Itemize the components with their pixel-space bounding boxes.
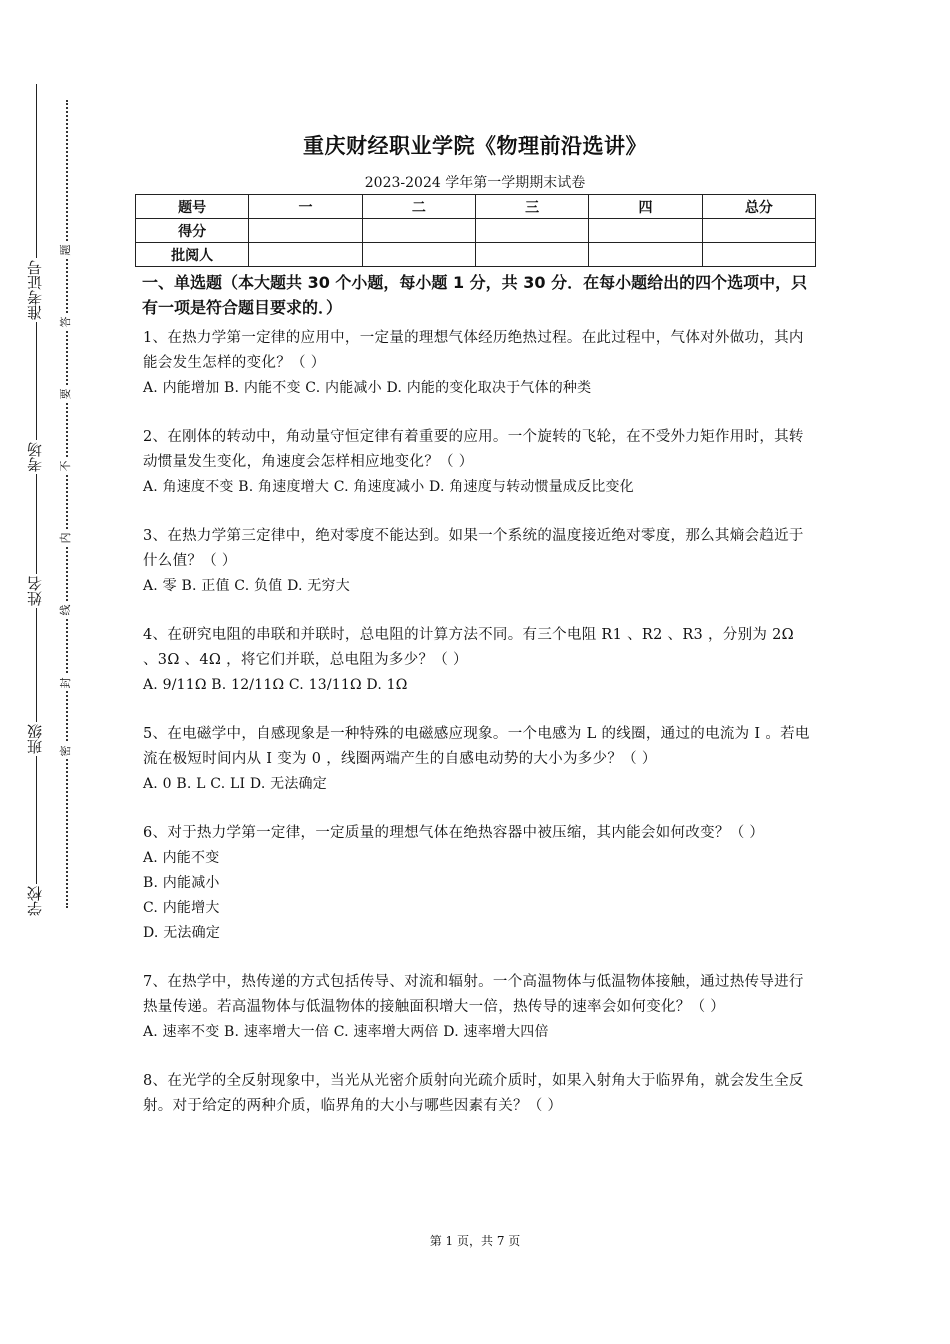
question-options: A. 内能增加 B. 内能不变 C. 内能减小 D. 内能的变化取决于气体的种类 xyxy=(143,380,592,396)
seal-char: 题 xyxy=(59,242,73,258)
question-7 xyxy=(143,970,813,1045)
seal-dotted-line xyxy=(66,100,68,908)
question-6 xyxy=(143,821,813,946)
question-option-c: C. 内能增大 xyxy=(143,900,220,916)
seal-char: 内 xyxy=(59,530,73,546)
score-cell[interactable] xyxy=(702,219,815,243)
reviewer-cell[interactable] xyxy=(702,243,815,267)
question-text: 8、在光学的全反射现象中，当光从光密介质射向光疏介质时，如果入射角大于临界角，就会发生全反射。对于给定的两种介质，临界角的大小与哪些因素有关？（ ） xyxy=(143,1073,804,1114)
seal-char: 密 xyxy=(59,743,73,759)
score-cell[interactable] xyxy=(589,219,702,243)
question-option-b: B. 内能减小 xyxy=(143,875,220,891)
score-header-cell: 四 xyxy=(589,195,702,219)
seal-char: 要 xyxy=(59,386,73,402)
question-text: 7、在热学中，热传递的方式包括传导、对流和辐射。一个高温物体与低温物体接触，通过热传导进行热量传递。若高温物体与低温物体的接触面积增大一倍，热传导的速率会如何变化？（ ） xyxy=(143,974,804,1015)
section-title: 一、单选题（本大题共 30 个小题，每小题 1 分，共 30 分．在每小题给出的四个选项中，只有一项是符合题目要求的．） xyxy=(142,273,808,317)
question-3 xyxy=(143,524,813,599)
reviewer-cell[interactable] xyxy=(249,243,362,267)
question-2 xyxy=(143,425,813,500)
seal-char: 不 xyxy=(59,458,73,474)
margin-field-name: 姓名 xyxy=(22,574,48,608)
reviewer-row xyxy=(136,243,816,267)
reviewer-cell[interactable] xyxy=(362,243,475,267)
score-cell[interactable] xyxy=(475,219,588,243)
question-option-a: A. 内能不变 xyxy=(143,850,220,866)
score-header-cell: 题号 xyxy=(136,195,249,219)
score-table-header-row xyxy=(136,195,816,219)
score-cell[interactable] xyxy=(362,219,475,243)
seal-char: 答 xyxy=(59,314,73,330)
question-4 xyxy=(143,623,813,698)
question-text: 6、对于热力学第一定律，一定质量的理想气体在绝热容器中被压缩，其内能会如何改变？（ ） xyxy=(143,825,765,841)
score-table xyxy=(135,194,816,267)
question-1 xyxy=(143,326,813,401)
question-text: 3、在热力学第三定律中，绝对零度不能达到。如果一个系统的温度接近绝对零度，那么其熵会趋近于什么值？（ ） xyxy=(143,528,804,569)
question-options: A. 角速度不变 B. 角速度增大 C. 角速度减小 D. 角速度与转动惯量成反比变化 xyxy=(143,479,634,495)
score-row xyxy=(136,219,816,243)
score-header-cell: 一 xyxy=(249,195,362,219)
margin-field-admission-number: 准考证号 xyxy=(22,258,48,322)
exam-title: 重庆财经职业学院《物理前沿选讲》 xyxy=(303,134,647,158)
question-options: A. 零 B. 正值 C. 负值 D. 无穷大 xyxy=(143,578,350,594)
score-header-cell: 三 xyxy=(475,195,588,219)
score-header-cell: 总分 xyxy=(702,195,815,219)
question-8 xyxy=(143,1069,813,1119)
question-text: 5、在电磁学中，自感现象是一种特殊的电磁感应现象。一个电感为 L 的线圈，通过的电流为 I 。若电流在极短时间内从 I 变为 0 ，线圈两端产生的自感电动势的大小为多少？（ ） xyxy=(143,726,810,767)
question-text: 4、在研究电阻的串联和并联时，总电阻的计算方法不同。有三个电阻 R1 、R2 、R3 ，分别为 2Ω 、3Ω 、4Ω ，将它们并联，总电阻为多少？（ ） xyxy=(143,627,794,668)
reviewer-cell[interactable] xyxy=(475,243,588,267)
margin-field-exam-room: 考场 xyxy=(22,440,48,474)
seal-char: 封 xyxy=(59,675,73,691)
question-text: 2、在刚体的转动中，角动量守恒定律有着重要的应用。一个旋转的飞轮，在不受外力矩作用时，其转动惯量发生变化，角速度会怎样相应地变化？（ ） xyxy=(143,429,804,470)
reviewer-cell[interactable] xyxy=(589,243,702,267)
binding-margin-line xyxy=(36,84,37,914)
questions-section xyxy=(143,270,813,1143)
seal-char: 线 xyxy=(59,602,73,618)
score-row-label: 得分 xyxy=(136,219,249,243)
score-header-cell: 二 xyxy=(362,195,475,219)
question-5 xyxy=(143,722,813,797)
page-footer: 第 1 页，共 7 页 xyxy=(429,1234,521,1248)
question-options: A. 速率不变 B. 速率增大一倍 C. 速率增大两倍 D. 速率增大四倍 xyxy=(143,1024,549,1040)
question-options: A. 0 B. L C. LI D. 无法确定 xyxy=(143,776,327,792)
question-text: 1、在热力学第一定律的应用中，一定量的理想气体经历绝热过程。在此过程中，气体对外做功，其内能会发生怎样的变化？（ ） xyxy=(143,330,804,371)
margin-field-school: 学校 xyxy=(22,884,48,918)
margin-field-class: 班级 xyxy=(22,722,48,756)
reviewer-row-label: 批阅人 xyxy=(136,243,249,267)
score-cell[interactable] xyxy=(249,219,362,243)
exam-subtitle: 2023-2024 学年第一学期期末试卷 xyxy=(364,175,586,191)
question-options: A. 9/11Ω B. 12/11Ω C. 13/11Ω D. 1Ω xyxy=(143,677,408,693)
question-option-d: D. 无法确定 xyxy=(143,925,221,941)
